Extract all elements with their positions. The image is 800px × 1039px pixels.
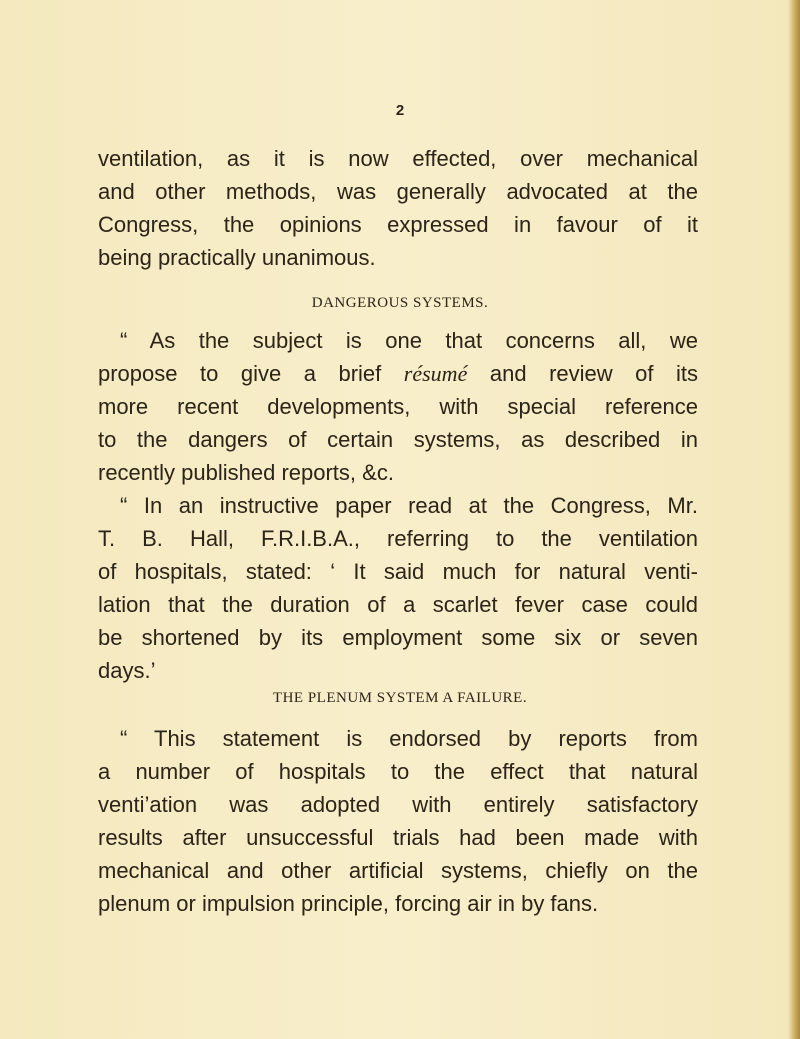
heading-plenum-failure: THE PLENUM SYSTEM A FAILURE. bbox=[272, 690, 528, 706]
text-line: plenum or impulsion principle, forcing air in by fans. bbox=[98, 891, 599, 916]
text-line bbox=[98, 357, 698, 390]
text-line: more recent developments, with special reference bbox=[98, 394, 698, 419]
text-fragment: and review of its bbox=[467, 361, 699, 386]
text-line: T. B. Hall, F.R.I.B.A., referring to the ventilation bbox=[98, 526, 698, 551]
text-fragment: propose to give a brief bbox=[98, 361, 404, 386]
text-line: to the dangers of certain systems, as described in bbox=[98, 427, 698, 452]
text-line: venti’ation was adopted with entirely satisfactory bbox=[98, 792, 698, 817]
text-line: results after unsuccessful trials had been made with bbox=[98, 825, 698, 850]
text-line: be shortened by its employment some six or seven bbox=[98, 625, 698, 650]
text-line: of hospitals, stated: ‘ It said much for natural venti- bbox=[98, 559, 698, 584]
text-line: “ In an instructive paper read at the Congress, Mr. bbox=[120, 493, 698, 518]
paragraph-subject bbox=[98, 324, 698, 489]
italic-word: résumé bbox=[403, 361, 468, 386]
page-number: 2 bbox=[395, 102, 405, 119]
heading-dangerous-systems: DANGEROUS SYSTEMS. bbox=[311, 295, 489, 311]
paragraph-instructive-paper bbox=[98, 489, 698, 687]
page-edge bbox=[788, 0, 800, 1039]
text-line: “ As the subject is one that concerns all, we bbox=[120, 328, 698, 353]
text-line: days.’ bbox=[98, 658, 156, 683]
text-line: a number of hospitals to the effect that natural bbox=[98, 759, 698, 784]
text-line: and other methods, was generally advocated at the bbox=[98, 179, 698, 204]
paragraph-ventilation bbox=[98, 142, 698, 274]
text-line: ventilation, as it is now effected, over mechanical bbox=[98, 146, 698, 171]
text-line: mechanical and other artificial systems, chiefly on the bbox=[98, 858, 698, 883]
text-line: recently published reports, &c. bbox=[98, 460, 394, 485]
text-line: being practically unanimous. bbox=[98, 245, 376, 270]
text-line: Congress, the opinions expressed in favour of it bbox=[98, 212, 698, 237]
paragraph-statement bbox=[98, 722, 698, 920]
text-line: lation that the duration of a scarlet fever case could bbox=[98, 592, 698, 617]
text-line: “ This statement is endorsed by reports from bbox=[120, 726, 698, 751]
